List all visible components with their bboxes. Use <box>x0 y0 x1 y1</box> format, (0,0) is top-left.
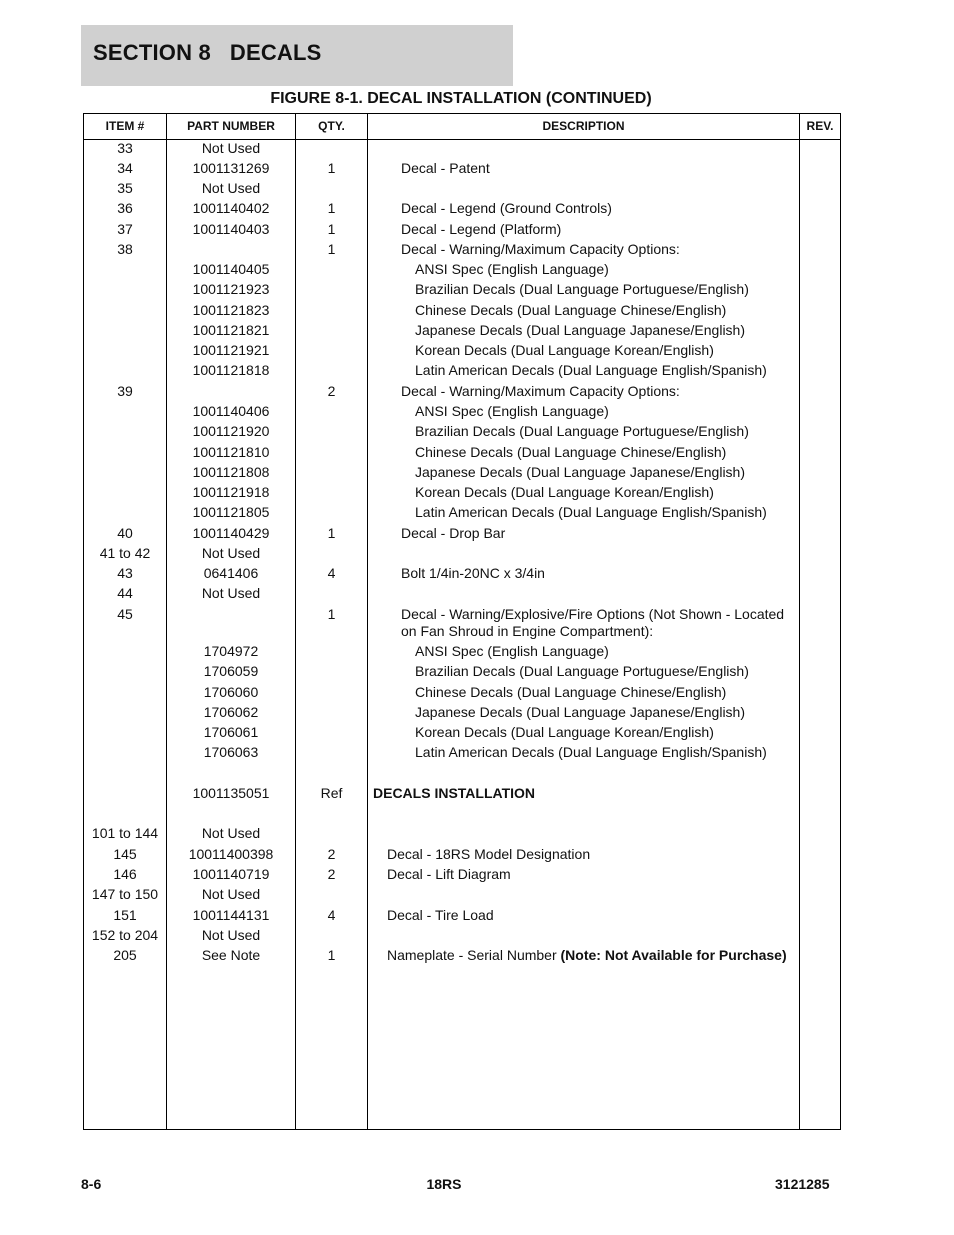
description-text <box>387 947 817 964</box>
item-number: 101 to 144 <box>91 825 159 841</box>
part-number: Not Used <box>201 140 261 156</box>
description-text-main: Decal - Warning/Explosive/Fire Options (Not Shown - Located <box>401 606 785 622</box>
description-text-main: Decal - 18RS Model Designation <box>387 846 591 862</box>
part-number: 1706063 <box>203 744 259 760</box>
header-description: DESCRIPTION <box>542 119 625 133</box>
description-text-main: Decal - Lift Diagram <box>387 866 511 882</box>
part-number: 1001121920 <box>192 423 270 439</box>
part-number: 1706059 <box>203 663 259 679</box>
description-text <box>415 684 845 701</box>
description-text-main: Japanese Decals (Dual Language Japanese/English) <box>415 704 745 720</box>
part-number: 1001121923 <box>192 281 270 297</box>
item-number: 43 <box>117 565 133 581</box>
table-header-row <box>84 114 840 140</box>
item-number: 36 <box>117 200 133 216</box>
description-text-main: Decal - Patent <box>401 160 490 176</box>
description-note: (Note: Not Available for Purchase) <box>560 947 787 963</box>
description <box>368 606 831 640</box>
part-number: 1001135051 <box>192 785 270 801</box>
part-number: 1001121805 <box>192 504 270 520</box>
description <box>368 724 845 741</box>
description <box>368 342 845 359</box>
description-text <box>415 261 845 278</box>
part-number: Not Used <box>201 180 261 196</box>
description <box>368 362 845 379</box>
part-number: 1001140403 <box>192 221 270 237</box>
description-text-main: Japanese Decals (Dual Language Japanese/English) <box>415 464 745 480</box>
part-number: 1001121918 <box>192 484 270 500</box>
description <box>368 704 845 721</box>
description <box>368 663 845 680</box>
description-text-main: Decal - Legend (Platform) <box>401 221 562 237</box>
description-text-main: Chinese Decals (Dual Language Chinese/English) <box>415 684 727 700</box>
description-text <box>415 281 845 298</box>
part-number: 1001144131 <box>192 907 270 923</box>
description <box>368 221 831 238</box>
item-number: 37 <box>117 221 133 237</box>
part-number: 1706062 <box>203 704 259 720</box>
description-text-main: Korean Decals (Dual Language Korean/English) <box>415 484 714 500</box>
part-number: 1001131269 <box>192 160 270 176</box>
quantity: 2 <box>327 846 336 862</box>
quantity: 1 <box>327 221 336 237</box>
part-number: 1001140406 <box>192 403 270 419</box>
item-number: 40 <box>117 525 133 541</box>
part-number: 1706060 <box>203 684 259 700</box>
description <box>368 846 817 863</box>
part-number: Not Used <box>201 545 261 561</box>
header-rev: REV. <box>806 119 834 133</box>
quantity: 2 <box>327 383 336 399</box>
description-text <box>415 464 845 481</box>
description-text-main: Latin American Decals (Dual Language English/Spanish) <box>415 504 767 520</box>
description <box>368 684 845 701</box>
item-number: 33 <box>117 140 133 156</box>
description-text-main: ANSI Spec (English Language) <box>415 403 609 419</box>
description <box>368 383 831 400</box>
description-text-main: Latin American Decals (Dual Language English/Spanish) <box>415 362 767 378</box>
description-text-main: Japanese Decals (Dual Language Japanese/English) <box>415 322 745 338</box>
description-text <box>401 160 831 177</box>
part-number: Not Used <box>201 585 261 601</box>
item-number: 151 <box>113 907 137 923</box>
description <box>368 565 831 582</box>
description-text <box>415 504 845 521</box>
description <box>368 261 845 278</box>
part-number: 1001121821 <box>192 322 270 338</box>
part-number: 1001121818 <box>192 362 270 378</box>
description-text <box>373 785 803 802</box>
description <box>368 241 831 258</box>
description-text <box>415 362 845 379</box>
footer-model: 18RS <box>426 1176 462 1192</box>
description-text <box>415 663 845 680</box>
description-text <box>415 744 845 761</box>
quantity: 1 <box>327 606 336 622</box>
description-text <box>401 606 831 623</box>
item-number: 35 <box>117 180 133 196</box>
description-text-main: ANSI Spec (English Language) <box>415 261 609 277</box>
figure-title: FIGURE 8-1. DECAL INSTALLATION (CONTINUED) <box>270 90 652 107</box>
item-number: 205 <box>113 947 137 963</box>
description-text-main: Decal - Tire Load <box>387 907 494 923</box>
description-text-main: Bolt 1/4in-20NC x 3/4in <box>401 565 545 581</box>
part-number: Not Used <box>201 927 261 943</box>
description-text-main: Nameplate - Serial Number <box>387 947 561 963</box>
description <box>368 504 845 521</box>
part-number: 1001140429 <box>192 525 270 541</box>
description-text <box>387 907 817 924</box>
description-text-main: Latin American Decals (Dual Language English/Spanish) <box>415 744 767 760</box>
description-text-main: Korean Decals (Dual Language Korean/English) <box>415 724 714 740</box>
footer-doc-number: 3121285 <box>775 1176 830 1192</box>
description <box>368 403 845 420</box>
description-text-main: Brazilian Decals (Dual Language Portuguese/English) <box>415 423 749 439</box>
item-number: 38 <box>117 241 133 257</box>
section-banner <box>81 25 513 86</box>
description-text <box>415 302 845 319</box>
description-text <box>415 342 845 359</box>
part-number: 1001121921 <box>192 342 270 358</box>
item-number: 145 <box>113 846 137 862</box>
header-qty: QTY. <box>318 119 345 133</box>
item-number: 41 to 42 <box>99 545 151 561</box>
part-number: 10011400398 <box>188 846 274 862</box>
part-number: 1001121808 <box>192 464 270 480</box>
description-text <box>401 565 831 582</box>
description-text-main: Brazilian Decals (Dual Language Portuguese/English) <box>415 281 749 297</box>
description-text-main: DECALS INSTALLATION <box>373 785 536 801</box>
description <box>368 444 845 461</box>
header-item: ITEM # <box>105 119 145 133</box>
part-number: 1001140402 <box>192 200 270 216</box>
part-number: 1001121810 <box>192 444 270 460</box>
description-text <box>415 444 845 461</box>
description-text-main: Chinese Decals (Dual Language Chinese/English) <box>415 444 727 460</box>
item-number: 152 to 204 <box>91 927 159 943</box>
description-text-continued: on Fan Shroud in Engine Compartment): <box>401 623 654 639</box>
description-text-main: Brazilian Decals (Dual Language Portuguese/English) <box>415 663 749 679</box>
quantity: Ref <box>320 785 343 801</box>
quantity: 1 <box>327 160 336 176</box>
description-text <box>387 866 817 883</box>
item-number: 45 <box>117 606 133 622</box>
description-text-main: Decal - Warning/Maximum Capacity Options: <box>401 383 680 399</box>
item-number: 44 <box>117 585 133 601</box>
description-text <box>401 241 831 258</box>
description-text <box>401 221 831 238</box>
description <box>368 907 817 924</box>
quantity: 1 <box>327 200 336 216</box>
description-text <box>415 643 845 660</box>
part-number: 1001140405 <box>192 261 270 277</box>
description <box>368 322 845 339</box>
description <box>368 281 845 298</box>
part-number: 1001121823 <box>192 302 270 318</box>
quantity: 1 <box>327 241 336 257</box>
part-number: Not Used <box>201 886 261 902</box>
header-part-number: PART NUMBER <box>187 119 275 133</box>
description-text-main: Decal - Warning/Maximum Capacity Options: <box>401 241 680 257</box>
description <box>368 423 845 440</box>
footer-page-number: 8-6 <box>81 1176 102 1192</box>
description <box>368 160 831 177</box>
part-number: 1001140719 <box>192 866 270 882</box>
description-text <box>415 423 845 440</box>
description-text <box>387 846 817 863</box>
description-text <box>415 724 845 741</box>
description <box>368 643 845 660</box>
description <box>368 525 831 542</box>
part-number: 1704972 <box>203 643 259 659</box>
description <box>368 744 845 761</box>
quantity: 2 <box>327 866 336 882</box>
part-number: 0641406 <box>203 565 259 581</box>
description <box>368 200 831 217</box>
part-number: See Note <box>201 947 261 963</box>
item-number: 147 to 150 <box>91 886 159 902</box>
description-text <box>415 484 845 501</box>
item-number: 39 <box>117 383 133 399</box>
part-number: 1706061 <box>203 724 259 740</box>
quantity: 1 <box>327 525 336 541</box>
description <box>368 302 845 319</box>
item-number: 34 <box>117 160 133 176</box>
description <box>368 464 845 481</box>
section-title: SECTION 8 DECALS <box>93 40 322 65</box>
description <box>368 785 803 802</box>
description-text <box>415 704 845 721</box>
description <box>368 947 817 964</box>
description-text <box>401 383 831 400</box>
description-text-main: Decal - Legend (Ground Controls) <box>401 200 612 216</box>
description-text-main: Chinese Decals (Dual Language Chinese/English) <box>415 302 727 318</box>
description <box>368 484 845 501</box>
description-text <box>415 322 845 339</box>
quantity: 1 <box>327 947 336 963</box>
description-text <box>415 403 845 420</box>
description-text-main: ANSI Spec (English Language) <box>415 643 609 659</box>
description-text <box>401 525 831 542</box>
quantity: 4 <box>327 907 336 923</box>
item-number: 146 <box>113 866 137 882</box>
description-text <box>401 200 831 217</box>
description-text-main: Korean Decals (Dual Language Korean/English) <box>415 342 714 358</box>
description-text-main: Decal - Drop Bar <box>401 525 506 541</box>
quantity: 4 <box>327 565 336 581</box>
description <box>368 866 817 883</box>
parts-table <box>83 113 841 1130</box>
part-number: Not Used <box>201 825 261 841</box>
